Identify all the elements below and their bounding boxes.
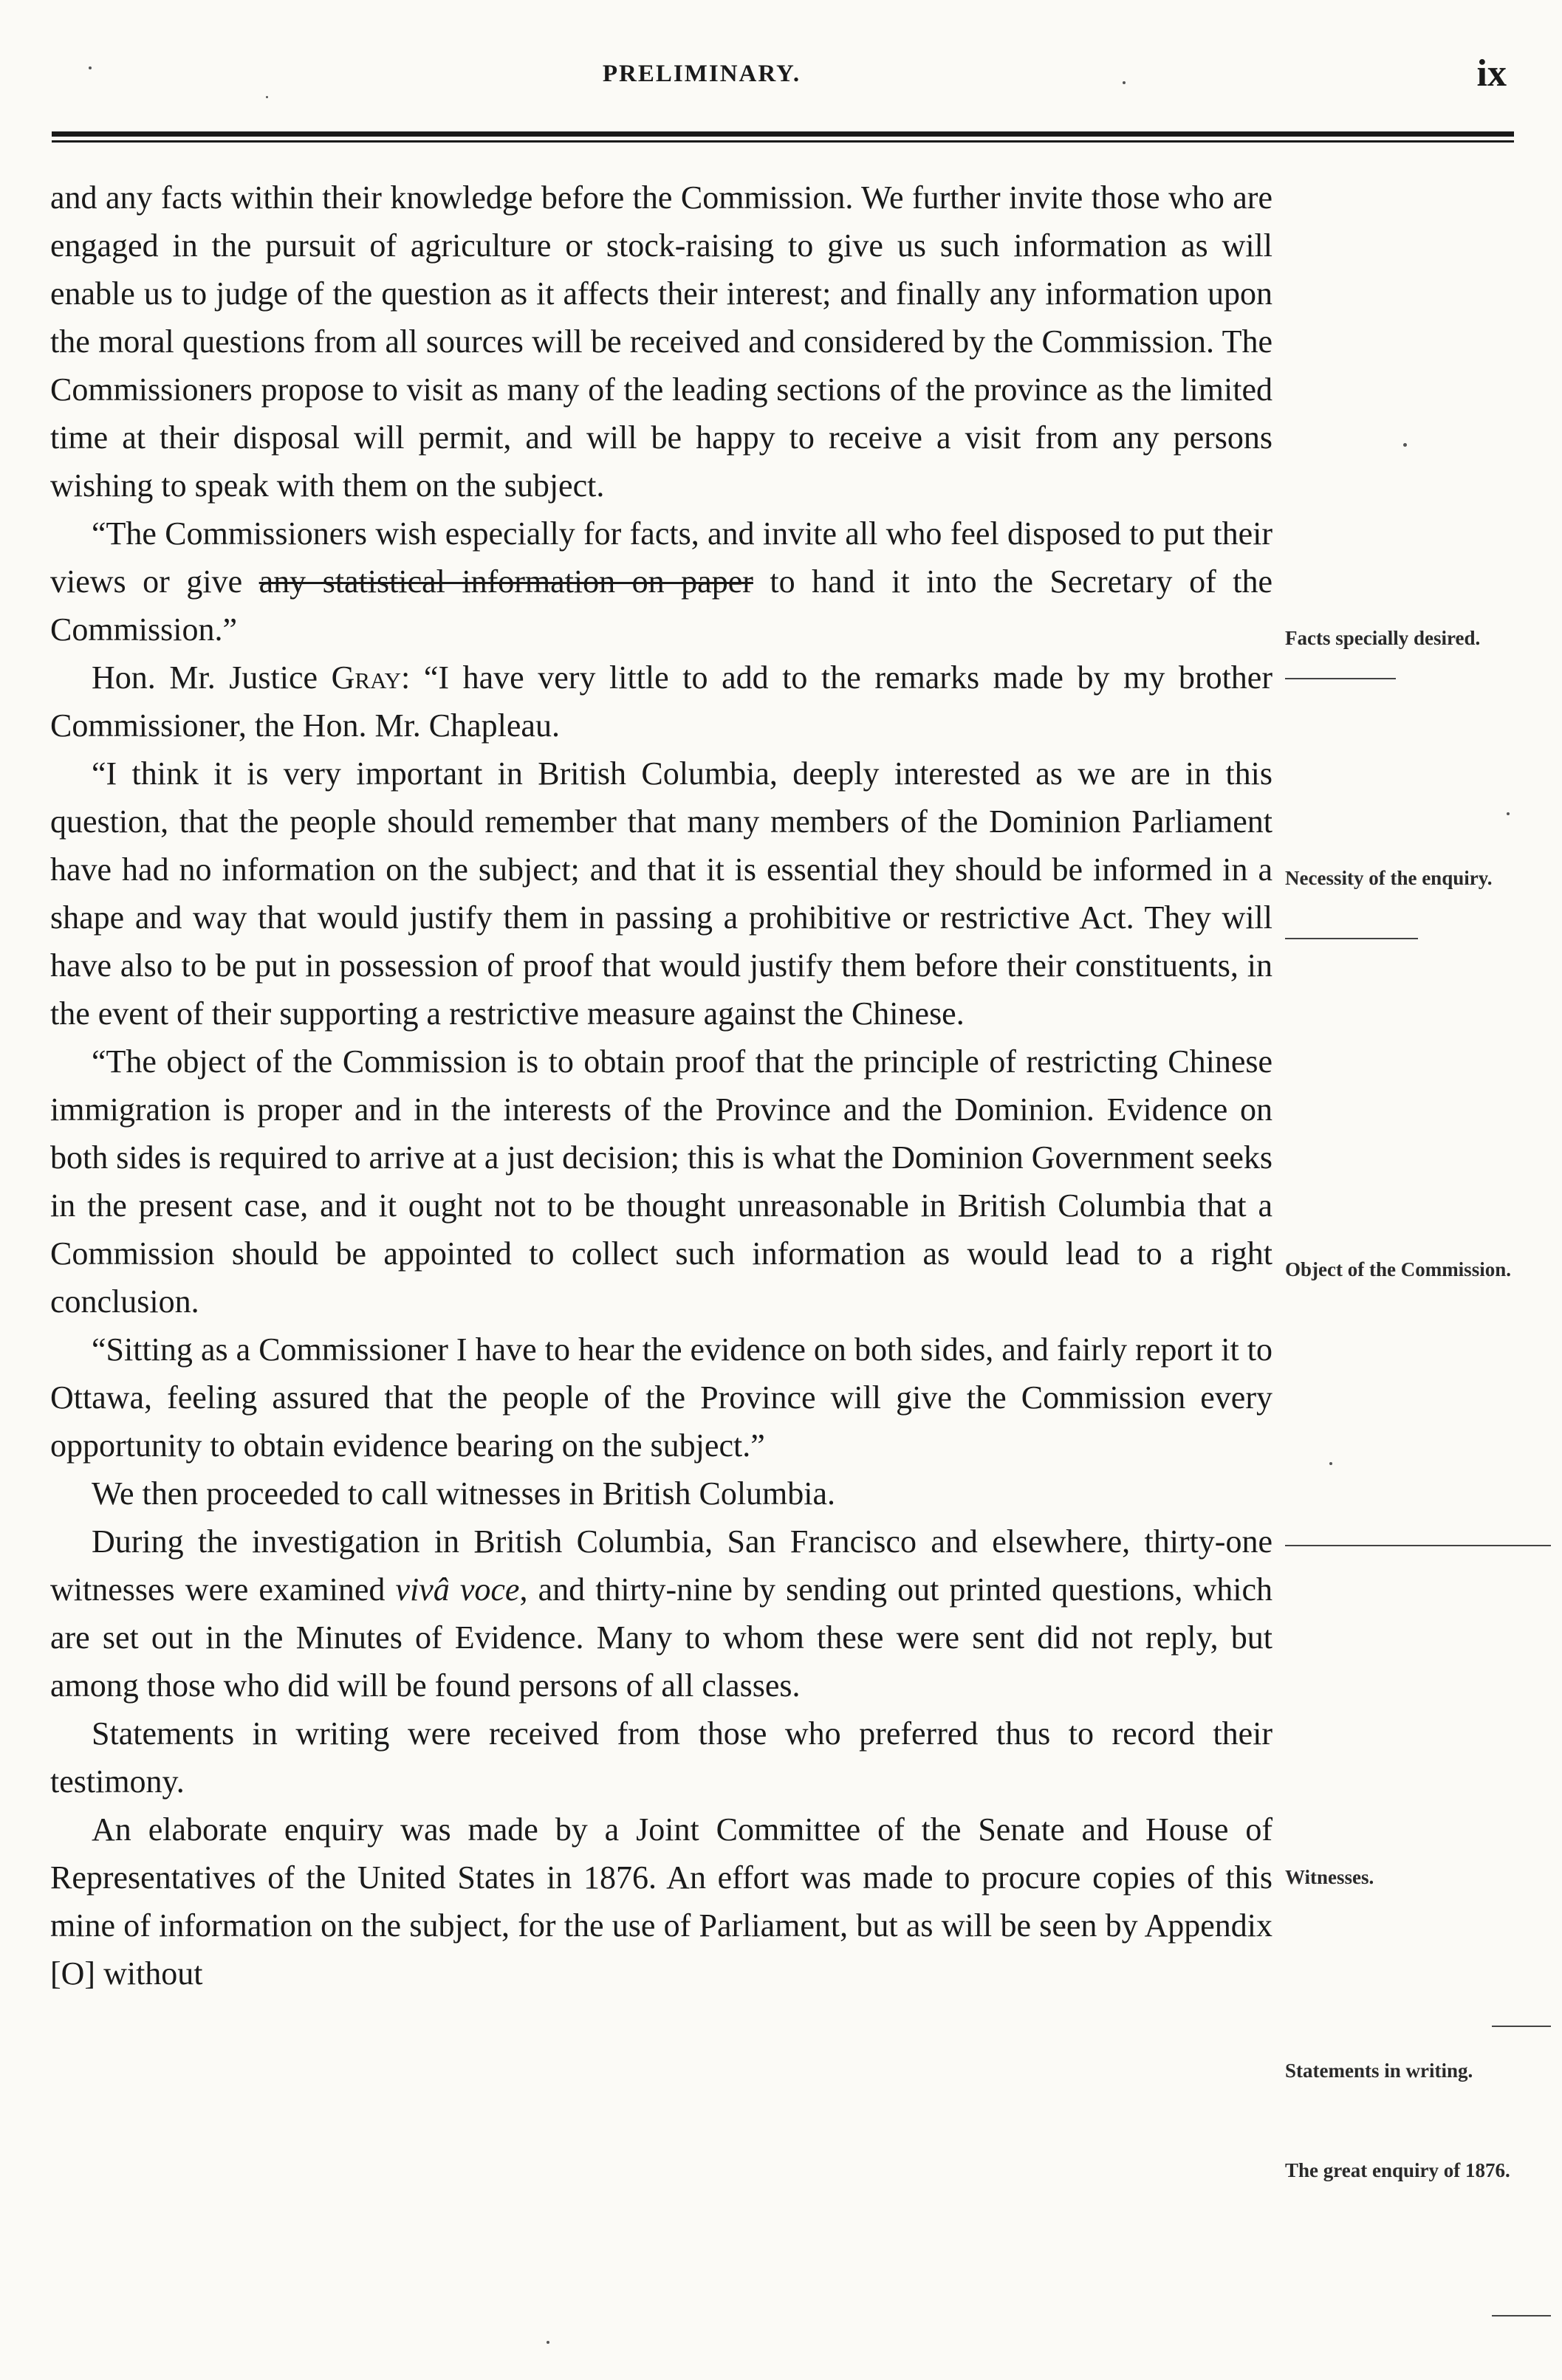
- margin-note-rule: [1492, 2026, 1551, 2027]
- facts-text-start: “The Commissioners wish especially for facts, and invite all who feel disposed to put their views or give: [50, 515, 1272, 600]
- gray-lead: Hon. Mr. Justice: [92, 659, 332, 696]
- paragraph-proceeded: We then proceeded to call witnesses in British Columbia.: [92, 1475, 836, 1512]
- gray-rest: : “I have very little to add to the remarks made by my brother Commissioner, the Hon. Mr. Chapleau.: [50, 659, 1272, 744]
- paragraph-justice-gray: [50, 654, 1272, 750]
- paragraph-object: “The object of the Commission is to obtain proof that the principle of restricting Chinese immigration is proper and in the interests of the Province and the Dominion. Evidence on both sides is required to arrive at a just decision; this is what the Dominion Government seeks in the present case, and it ought not to be thought unreasonable in British Columbia that a Commission should be appointed to collect such information as would lead to a right conclusion.: [50, 1043, 1272, 1320]
- margin-note-object: Object of the Commission.: [1285, 1258, 1511, 1280]
- witness-before: During the investigation in British Columbia, San Francisco and elsewhere, thirty-one witnesses were examined: [50, 1523, 1272, 1608]
- facts-text-end: to hand it into the Secretary of the Commission.”: [50, 563, 1273, 648]
- margin-note-facts: Facts specially desired.: [1285, 627, 1481, 649]
- witness-italic: vivâ voce: [395, 1571, 520, 1608]
- margin-note-rule: [1285, 938, 1418, 939]
- witness-after: , and thirty-nine by sending out printed questions, which are set out in the Minutes of Evidence. Many to whom these were sent did not reply, but among those who did will be found persons of all classes.: [50, 1571, 1273, 1704]
- paper-speck: [89, 66, 92, 69]
- gray-name: Gray: [331, 659, 402, 696]
- margin-note-witnesses: Witnesses.: [1285, 1866, 1374, 1888]
- paper-speck: [547, 2341, 549, 2344]
- paper-speck: [1329, 1462, 1332, 1465]
- margin-note-rule: [1492, 2315, 1551, 2316]
- running-title: PRELIMINARY.: [602, 61, 801, 87]
- paragraph-invitation: and any facts within their knowledge before the Commission. We further invite those who are engaged in the pursuit of agriculture or stock-raising to give us such information as will enable us to judge of the question as it affects their interest; and finally any information upon the moral questions from all sources will be received and considered by the Commission. The Commissioners propose to visit as many of the leading sections of the province as the limited time at their disposal will permit, and will be happy to receive a visit from any persons wishing to speak with them on the subject.: [50, 179, 1272, 504]
- paragraph-great-enquiry: An elaborate enquiry was made by a Joint Committee of the Senate and House of Representatives of the United States in 1876. An effort was made to procure copies of this mine of information on the subject, for the use of Parliament, but as will be seen by Appendix [O] without: [50, 1811, 1272, 1992]
- margin-note-statements: Statements in writing.: [1285, 2060, 1473, 2082]
- paragraph-witnesses: [50, 1517, 1272, 1709]
- margin-note-rule: [1285, 678, 1396, 679]
- paper-speck: [1123, 81, 1126, 84]
- paper-speck: [1403, 443, 1407, 447]
- struck-text: any statistical information on paper: [258, 563, 753, 600]
- margin-note-rule: [1285, 1545, 1551, 1546]
- paper-speck: [266, 96, 268, 98]
- body-text: [50, 174, 1272, 1997]
- paragraph-statements: Statements in writing were received from those who preferred thus to record their testimony.: [50, 1715, 1272, 1800]
- margin-notes: [1285, 0, 1551, 2380]
- paragraph-british-columbia: “I think it is very important in British Columbia, deeply interested as we are in this question, that the people should remember that many members of the Dominion Parliament have had no information on the subject; and that it is essential they should be informed in a shape and way that would justify them in passing a prohibitive or restrictive Act. They will have also to be put in possession of proof that would justify them before their constituents, in the event of their supporting a restrictive measure against the Chinese.: [50, 755, 1272, 1032]
- margin-note-necessity: Necessity of the enquiry.: [1285, 867, 1493, 889]
- paper-speck: [1507, 812, 1510, 815]
- margin-note-great-enquiry: The great enquiry of 1876.: [1285, 2159, 1510, 2181]
- page-number: ix: [1476, 52, 1507, 95]
- paragraph-commissioners-facts: [50, 510, 1272, 654]
- paragraph-sitting: “Sitting as a Commissioner I have to hear the evidence on both sides, and fairly report it to Ottawa, feeling assured that the people of the Province will give the Commission every opportunity to obtain evidence bearing on the subject.”: [50, 1331, 1272, 1464]
